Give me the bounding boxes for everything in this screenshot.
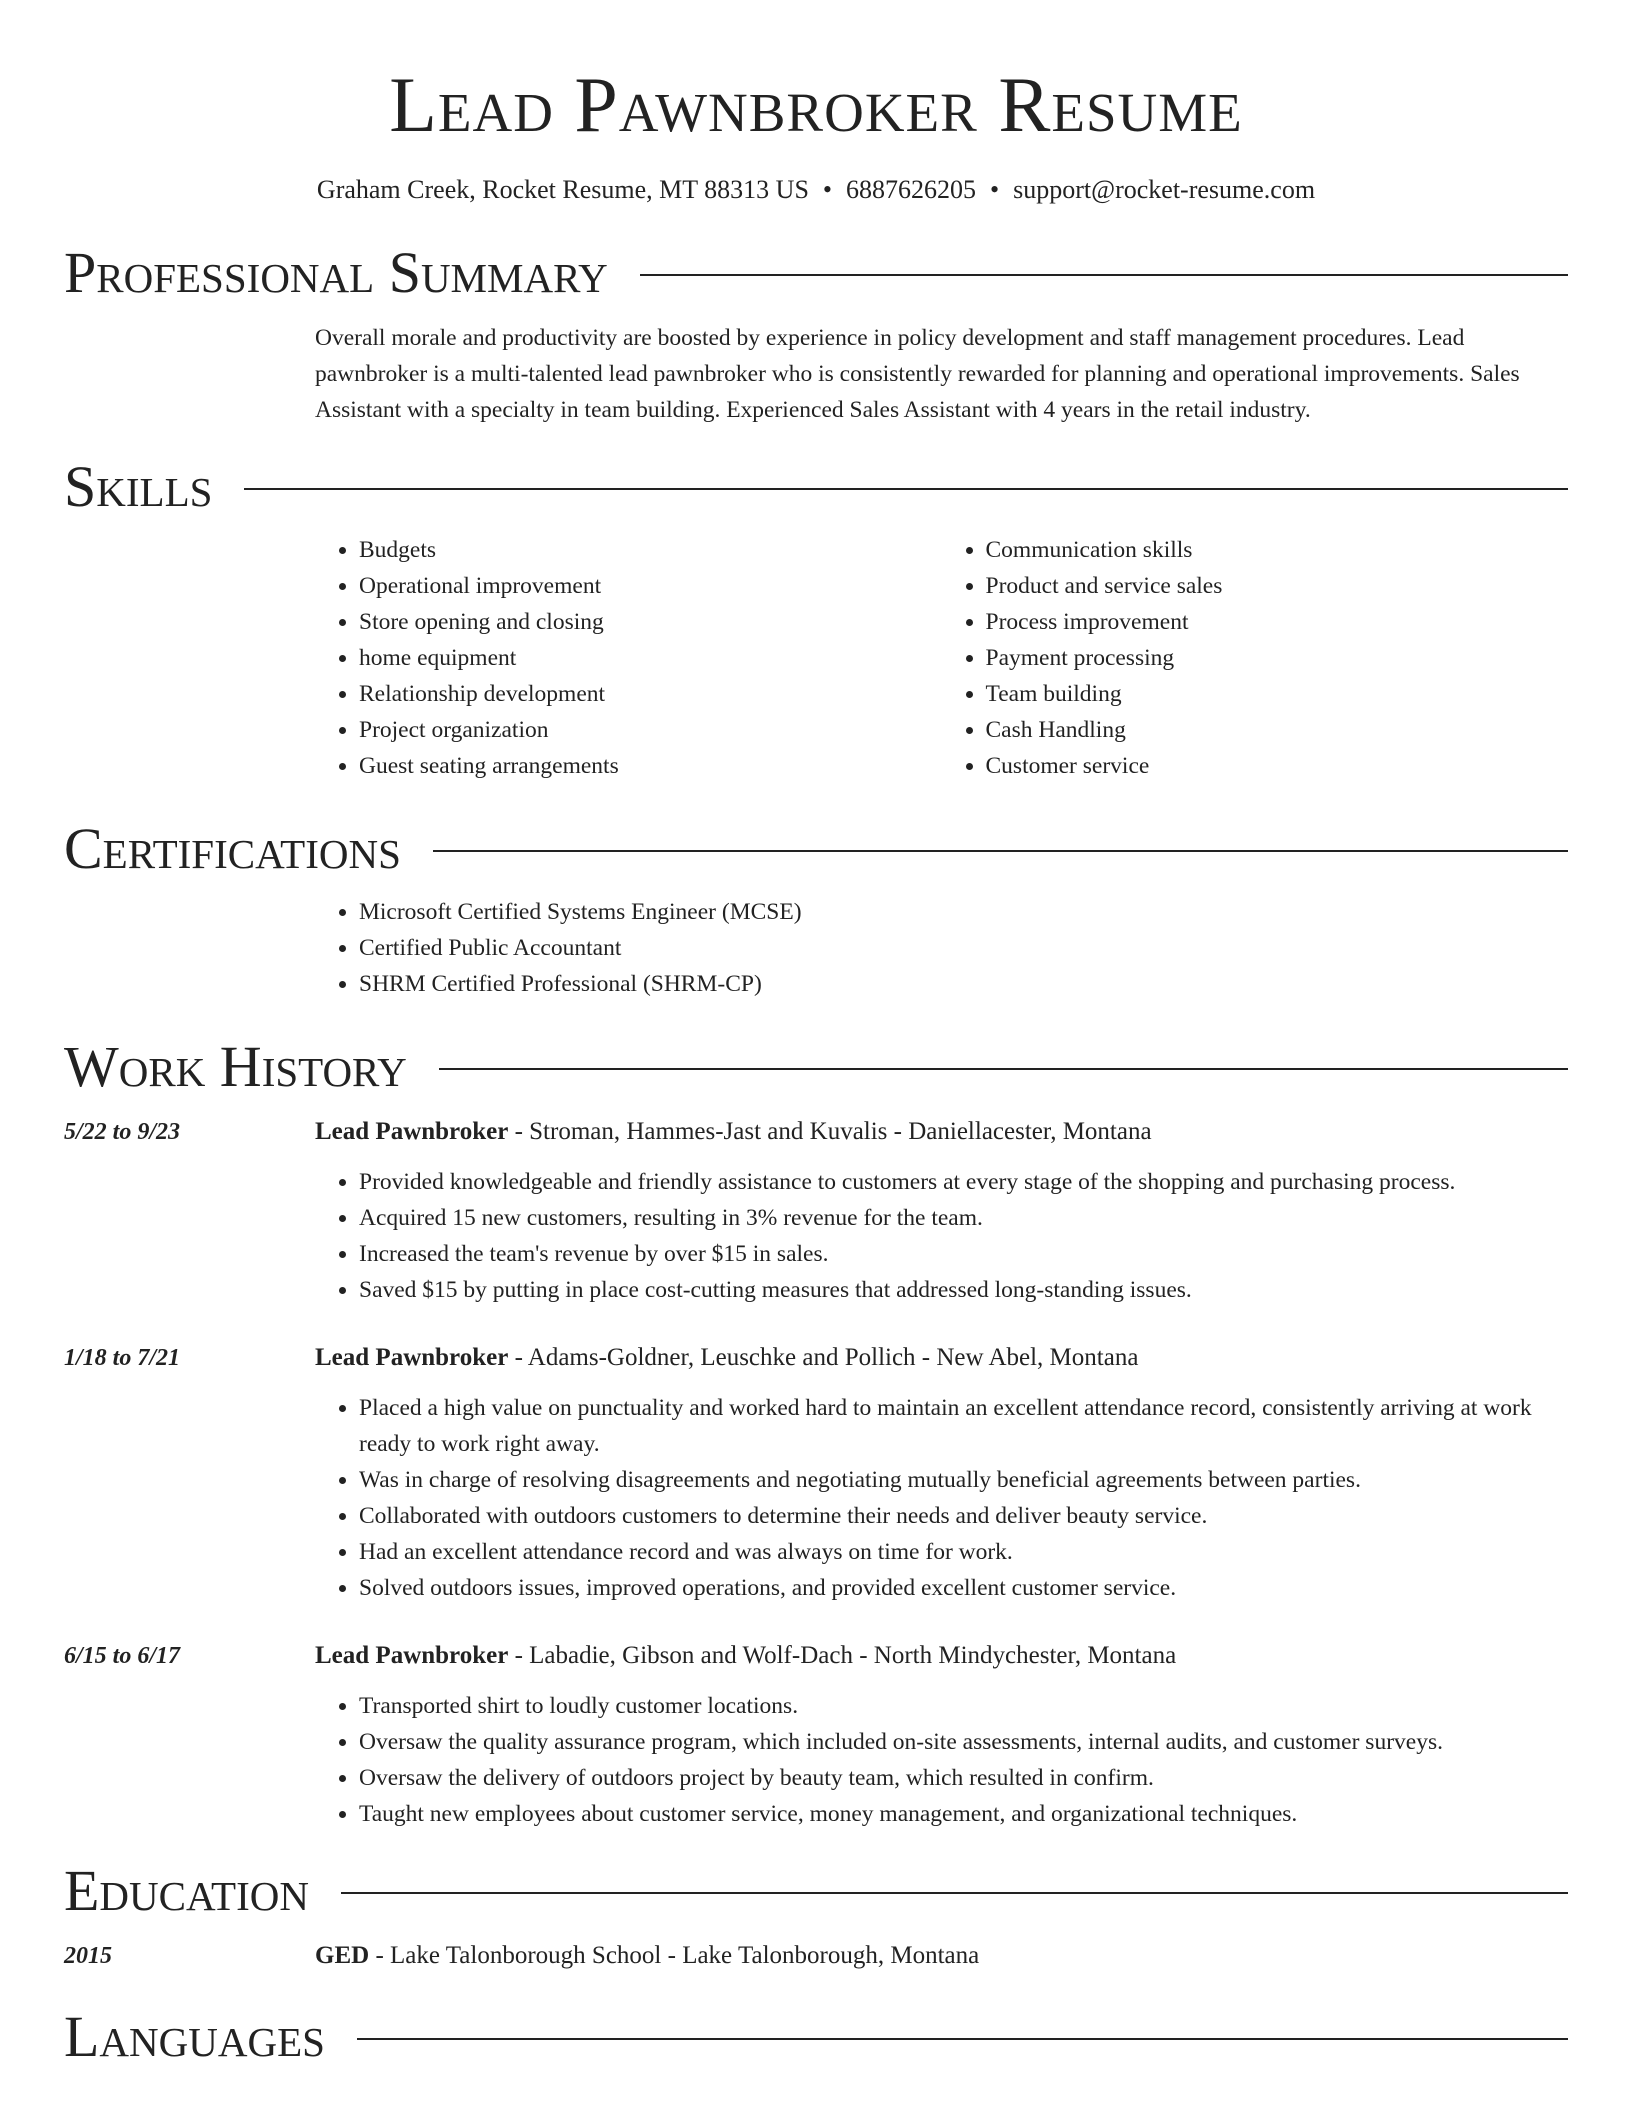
certifications-section: [64, 816, 1568, 1002]
job-heading: [315, 1638, 1568, 1674]
skills-heading: [64, 454, 1568, 519]
job-bullet: • Acquired 15 new customers, resulting in 3% revenue for the team.: [359, 1200, 1568, 1236]
job-title: Lead Pawnbroker: [315, 1118, 509, 1145]
summary-text: Overall morale and productivity are boosted by experience in policy development and staff management procedures. Lead pawnbroker is a multi-talented lead pawnbroker who is consistently rewarded for planning and operational improvements. Sales Assistant with a specialty in team building. Experienced Sales Assistant with 4 years in the retail industry.: [315, 325, 1520, 423]
job-bullets: [315, 1688, 1568, 1832]
job-dates: 5/22 to 9/23: [64, 1119, 181, 1145]
section-divider: [439, 1068, 1568, 1070]
languages-section: [64, 2004, 1568, 2069]
education-year: 2015: [64, 1943, 112, 1969]
skill-item: • Team building: [986, 676, 1569, 712]
job-bullet: • Provided knowledgeable and friendly assistance to customers at every stage of the shopping and purchasing process.: [359, 1164, 1568, 1200]
skill-item: • Communication skills: [986, 532, 1569, 568]
job-body: [315, 1114, 1568, 1308]
job-bullet: • Transported shirt to loudly customer locations.: [359, 1688, 1568, 1724]
education-degree: GED: [315, 1942, 370, 1969]
section-divider: [433, 850, 1568, 852]
education-heading-text: Education: [64, 1858, 309, 1923]
job-entry: [64, 1340, 1568, 1606]
contact-line: [64, 174, 1568, 206]
languages-heading-text: Languages: [64, 2004, 325, 2069]
job-title: Lead Pawnbroker: [315, 1642, 509, 1669]
skill-item: • Budgets: [359, 532, 942, 568]
section-divider: [244, 488, 1568, 490]
job-bullet: • Oversaw the quality assurance program, which included on-site assessments, internal audits, and customer surveys.: [359, 1724, 1568, 1760]
job-heading: [315, 1340, 1568, 1376]
resume-title: Lead Pawnbroker Resume: [389, 61, 1243, 148]
skill-item: • Product and service sales: [986, 568, 1569, 604]
certifications-list: [315, 894, 1568, 1002]
job-bullets: [315, 1390, 1568, 1606]
contact-separator: •: [990, 175, 1000, 204]
skill-item: • Cash Handling: [986, 712, 1569, 748]
skills-columns: [315, 532, 1568, 784]
contact-email: support@rocket-resume.com: [1013, 175, 1316, 204]
job-entry: [64, 1114, 1568, 1308]
section-divider: [341, 1892, 1568, 1894]
job-bullet: • Taught new employees about customer service, money management, and organizational techniques.: [359, 1796, 1568, 1832]
skills-section: [64, 454, 1568, 784]
skill-item: • Relationship development: [359, 676, 942, 712]
job-employer: - Adams-Goldner, Leuschke and Pollich - New Abel, Montana: [508, 1344, 1139, 1371]
job-bullet: • Placed a high value on punctuality and worked hard to maintain an excellent attendance record, consistently arriving at work ready to work right away.: [359, 1390, 1568, 1462]
certifications-heading-text: Certifications: [64, 816, 401, 881]
summary-heading: [64, 240, 1568, 305]
summary-section: [64, 240, 1568, 428]
job-bullet: • Solved outdoors issues, improved operations, and provided excellent customer service.: [359, 1570, 1568, 1606]
job-bullet: • Had an excellent attendance record and was always on time for work.: [359, 1534, 1568, 1570]
contact-address: Graham Creek, Rocket Resume, MT 88313 US: [316, 175, 809, 204]
job-body: [315, 1340, 1568, 1606]
work-heading: [64, 1034, 1568, 1099]
contact-phone: 6887626205: [846, 175, 977, 204]
work-heading-text: Work History: [64, 1034, 407, 1099]
education-school: - Lake Talonborough School - Lake Talonborough, Montana: [369, 1942, 980, 1969]
skill-item: • Customer service: [986, 748, 1569, 784]
job-heading: [315, 1114, 1568, 1150]
skill-item: • Store opening and closing: [359, 604, 942, 640]
education-heading: [64, 1858, 1568, 1923]
education-section: [64, 1858, 1568, 1974]
skills-left-list: [315, 532, 942, 784]
job-bullet: • Oversaw the delivery of outdoors project by beauty team, which resulted in confirm.: [359, 1760, 1568, 1796]
certification-item: • Microsoft Certified Systems Engineer (MCSE): [359, 894, 1568, 930]
skill-item: • Operational improvement: [359, 568, 942, 604]
job-bullet: • Collaborated with outdoors customers to determine their needs and deliver beauty service.: [359, 1498, 1568, 1534]
section-divider: [640, 274, 1568, 276]
skill-item: • Project organization: [359, 712, 942, 748]
job-bullet: • Increased the team's revenue by over $15 in sales.: [359, 1236, 1568, 1272]
skills-heading-text: Skills: [64, 454, 213, 519]
job-employer: - Stroman, Hammes-Jast and Kuvalis - Daniellacester, Montana: [508, 1118, 1152, 1145]
certification-item: • SHRM Certified Professional (SHRM-CP): [359, 966, 1568, 1002]
skill-item: • Guest seating arrangements: [359, 748, 942, 784]
job-dates: 6/15 to 6/17: [64, 1643, 181, 1669]
job-bullets: [315, 1164, 1568, 1308]
education-heading-line: [315, 1938, 1568, 1974]
job-body: [315, 1638, 1568, 1832]
job-entry: [64, 1638, 1568, 1832]
job-dates: 1/18 to 7/21: [64, 1345, 181, 1371]
contact-separator: •: [822, 175, 833, 204]
education-body: [315, 1938, 1568, 1974]
education-entry: [64, 1938, 1568, 1974]
section-divider: [357, 2038, 1568, 2040]
skill-item: • Process improvement: [986, 604, 1569, 640]
languages-heading: [64, 2004, 1568, 2069]
job-title: Lead Pawnbroker: [315, 1344, 509, 1371]
skill-item: • Payment processing: [986, 640, 1569, 676]
skills-right-list: [942, 532, 1569, 784]
job-bullet: • Saved $15 by putting in place cost-cutting measures that addressed long-standing issues.: [359, 1272, 1568, 1308]
certifications-heading: [64, 816, 1568, 881]
resume-page: [64, 0, 1568, 2112]
certification-item: • Certified Public Accountant: [359, 930, 1568, 966]
summary-heading-text: Professional Summary: [64, 240, 608, 305]
skill-item: • home equipment: [359, 640, 942, 676]
job-employer: - Labadie, Gibson and Wolf-Dach - North Mindychester, Montana: [508, 1642, 1177, 1669]
work-section: [64, 1034, 1568, 1832]
job-bullet: • Was in charge of resolving disagreements and negotiating mutually beneficial agreements between parties.: [359, 1462, 1568, 1498]
